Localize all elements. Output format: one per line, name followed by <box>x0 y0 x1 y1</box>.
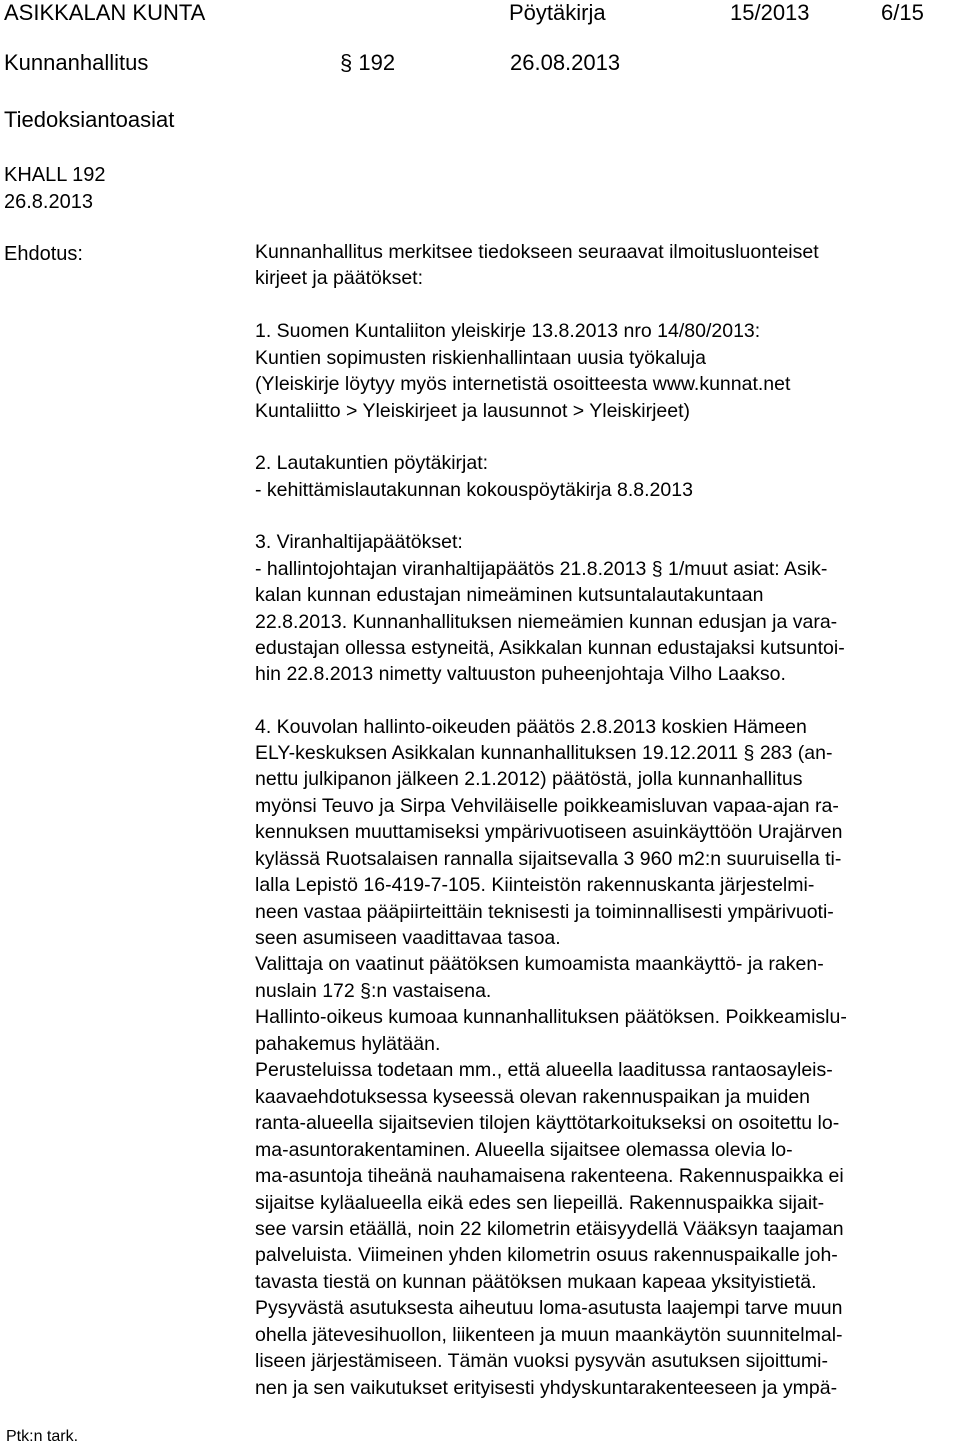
body-line: Kunnanhallitus merkitsee tiedokseen seuraavat ilmoitusluonteiset <box>255 241 819 263</box>
list-item-3-title: 3. Viranhaltijapäätökset: <box>255 531 463 553</box>
body-line: neen vastaa pääpiirteittäin teknisesti ja toiminnallisesti ympärivuoti- <box>255 901 834 923</box>
section-title: Tiedoksiantoasiat <box>4 107 175 132</box>
org-name: ASIKKALAN KUNTA <box>4 0 206 25</box>
body-line: see varsin etäällä, noin 22 kilometrin etäisyydellä Vääksyn taajaman <box>255 1218 844 1240</box>
list-item-2-title: 2. Lautakuntien pöytäkirjat: <box>255 452 489 474</box>
doc-type: Pöytäkirja <box>509 0 606 25</box>
proposal-label: Ehdotus: <box>4 243 83 265</box>
body-line: nen ja sen vaikutukset erityisesti yhdyskuntarakenteeseen ja ympä- <box>255 1377 838 1399</box>
body-line: hin 22.8.2013 nimetty valtuuston puheenjohtaja Vilho Laakso. <box>255 663 786 685</box>
body-line: seen asumiseen vaadittavaa tasoa. <box>255 927 561 949</box>
body-line: ma-asuntoja tiheänä nauhamaisena rakenteena. Rakennuspaikka ei <box>255 1165 844 1187</box>
body-line: Kuntaliitto > Yleiskirjeet ja lausunnot > Yleiskirjeet) <box>255 400 691 422</box>
body-line: kaavaehdotuksessa kyseessä olevan rakennuspaikan ja muiden <box>255 1086 811 1108</box>
body-line: kylässä Ruotsalaisen rannalla sijaitsevalla 3 960 m2:n suuruisella ti- <box>255 848 842 870</box>
body-line: ranta-alueella sijaitsevien tilojen käyttötarkoitukseksi on osoitettu lo- <box>255 1112 840 1134</box>
list-item-1-title: 1. Suomen Kuntaliiton yleiskirje 13.8.2013 nro 14/80/2013: <box>255 320 761 342</box>
body-line: (Yleiskirje löytyy myös internetistä osoitteesta www.kunnat.net <box>255 373 791 395</box>
body-line: - hallintojohtajan viranhaltijapäätös 21.8.2013 § 1/muut asiat: Asik- <box>255 558 828 580</box>
body-line: tavasta tiestä on kunnan päätöksen mukaan kapeaa yksityistietä. <box>255 1271 817 1293</box>
body-line: edustajan ollessa estyneitä, Asikkalan kunnan edustajaksi kutsuntoi- <box>255 637 845 659</box>
body-line: 22.8.2013. Kunnanhallituksen niemeämien kunnan edusjan ja vara- <box>255 611 838 633</box>
section-number-value: 192 <box>358 50 396 75</box>
governing-body: Kunnanhallitus <box>4 50 149 75</box>
body-line: Pysyvästä asutuksesta aiheutuu loma-asutusta laajempi tarve muun <box>255 1297 843 1319</box>
section-sign: § <box>340 50 353 75</box>
reference-line-2: 26.8.2013 <box>4 191 93 213</box>
body-line: nettu julkipanon jälkeen 2.1.2012) päätöstä, jolla kunnanhallitus <box>255 768 803 790</box>
page-number: 6/15 <box>881 0 924 25</box>
body-line: pahakemus hylätään. <box>255 1033 441 1055</box>
body-line: ELY-keskuksen Asikkalan kunnanhallituksen 19.12.2011 § 283 (an- <box>255 742 833 764</box>
body-line: ohella jätevesihuollon, liikenteen ja muun maankäytön suunnitelmal- <box>255 1324 843 1346</box>
body-line: sijaitse kyläalueella eikä edes sen liepeillä. Rakennuspaikka sijait- <box>255 1192 825 1214</box>
body-line: palveluista. Viimeinen yhden kilometrin osuus rakennuspaikalle joh- <box>255 1244 838 1266</box>
body-line: nuslain 172 §:n vastaisena. <box>255 980 492 1002</box>
meeting-date: 26.08.2013 <box>510 50 621 75</box>
body-line: kirjeet ja päätökset: <box>255 267 424 289</box>
reference-line-1: KHALL 192 <box>4 164 106 186</box>
body-line: ma-asuntorakentaminen. Alueella sijaitsee olemassa olevia lo- <box>255 1139 793 1161</box>
footer-verification: Ptk:n tark. <box>6 1428 79 1445</box>
list-item-4-title: 4. Kouvolan hallinto-oikeuden päätös 2.8.2013 koskien Hämeen <box>255 716 807 738</box>
body-line: Perusteluissa todetaan mm., että alueella laaditussa rantaosayleis- <box>255 1059 833 1081</box>
body-line: - kehittämislautakunnan kokouspöytäkirja 8.8.2013 <box>255 479 693 501</box>
body-line: Valittaja on vaatinut päätöksen kumoamista maankäyttö- ja raken- <box>255 953 824 975</box>
body-line: Kuntien sopimusten riskienhallintaan uusia työkaluja <box>255 347 706 369</box>
body-line: lalla Lepistö 16-419-7-105. Kiinteistön rakennuskanta järjestelmi- <box>255 874 815 896</box>
doc-number: 15/2013 <box>730 0 810 25</box>
body-line: kalan kunnan edustajan nimeäminen kutsuntalautakuntaan <box>255 584 764 606</box>
body-line: myönsi Teuvo ja Sirpa Vehviläiselle poikkeamisluvan vapaa-ajan ra- <box>255 795 839 817</box>
body-line: Hallinto-oikeus kumoaa kunnanhallituksen päätöksen. Poikkeamislu- <box>255 1006 847 1028</box>
body-line: liseen järjestämiseen. Tämän vuoksi pysyvän asutuksen sijoittumi- <box>255 1350 828 1372</box>
section-number <box>340 50 395 76</box>
body-line: kennuksen muuttamiseksi ympärivuotiseen asuinkäyttöön Urajärven <box>255 821 843 843</box>
